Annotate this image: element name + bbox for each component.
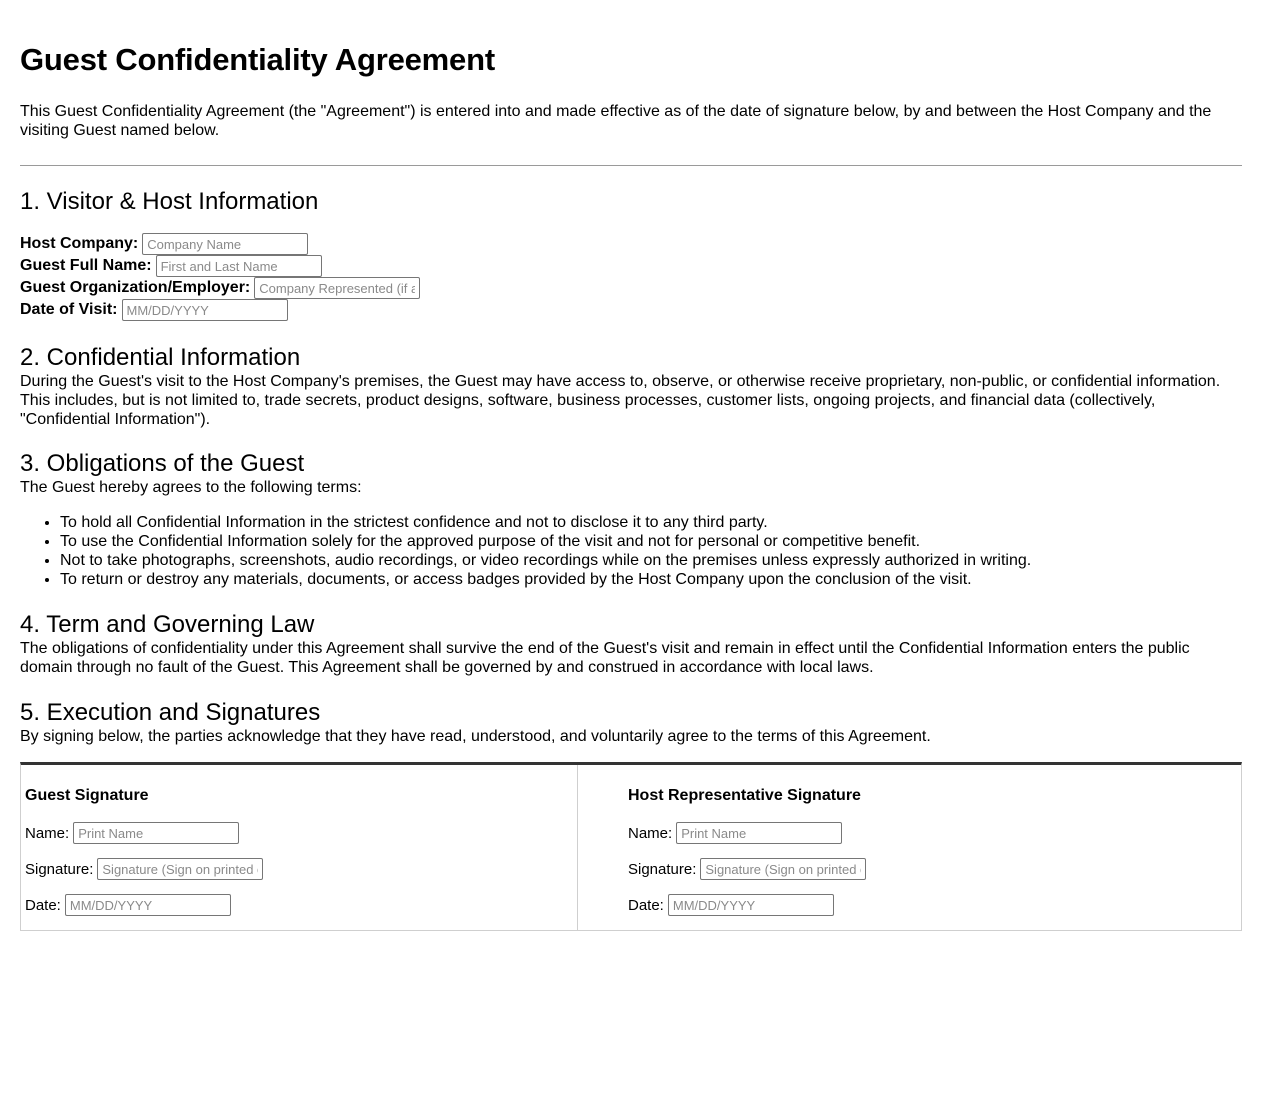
guest-signature-input[interactable] (97, 858, 263, 880)
page-title: Guest Confidentiality Agreement (20, 42, 495, 77)
host-date-label: Date: (628, 896, 664, 914)
host-company-label: Host Company: (20, 235, 139, 252)
guest-signature-block (21, 765, 578, 930)
host-company-row (20, 233, 1242, 255)
guest-name-row (25, 822, 573, 844)
guest-full-name-row (20, 255, 1242, 277)
host-signature-block (578, 765, 1241, 930)
list-item: • Not to take photographs, screenshots, audio recordings, or video recordings while on the premises unless expressly authorized in writing. (60, 551, 1242, 570)
host-date-row (628, 894, 1237, 916)
section-1-title: 1. Visitor & Host Information (20, 188, 319, 215)
guest-name-input[interactable] (73, 822, 239, 844)
guest-organization-row (20, 277, 1242, 299)
guest-name-label: Name: (25, 824, 70, 842)
visitor-host-fields (20, 233, 1242, 321)
section-5-text: By signing below, the parties acknowledge that they have read, understood, and voluntarily agree to the terms of this Agreement. (20, 728, 931, 745)
list-item: • To use the Confidential Information solely for the approved purpose of the visit and not for personal or competitive benefit. (60, 532, 1242, 551)
host-name-input[interactable] (676, 822, 842, 844)
section-3-text: The Guest hereby agrees to the following terms: (20, 479, 362, 496)
host-name-label: Name: (628, 824, 673, 842)
guest-organization-input[interactable] (254, 277, 420, 299)
section-5-title: 5. Execution and Signatures (20, 699, 321, 726)
host-signature-label: Signature: (628, 860, 697, 878)
host-name-row (628, 822, 1237, 844)
guest-date-label: Date: (25, 896, 61, 914)
date-of-visit-input[interactable] (122, 299, 288, 321)
guest-organization-label: Guest Organization/Employer: (20, 279, 251, 296)
section-4-text: The obligations of confidentiality under this Agreement shall survive the end of the Guest's visit and remain in effect until the Confidential Information enters the public domain through no fault of the Guest. This Agreement shall be governed by and construed in accordance with local laws. (20, 640, 1190, 676)
section-2-text: During the Guest's visit to the Host Company's premises, the Guest may have access to, observe, or otherwise receive proprietary, non-public, or confidential information. This includes, but is not limited to, trade secrets, product designs, software, business processes, customer lists, ongoing projects, and financial data (collectively, "Confidential Information"). (20, 373, 1221, 428)
obligations-list (20, 513, 1242, 589)
section-4-title: 4. Term and Governing Law (20, 611, 315, 638)
guest-full-name-label: Guest Full Name: (20, 257, 152, 274)
host-signature-input[interactable] (700, 858, 866, 880)
guest-signature-heading: Guest Signature (25, 787, 149, 804)
date-of-visit-row (20, 299, 1242, 321)
guest-date-row (25, 894, 573, 916)
date-of-visit-label: Date of Visit: (20, 301, 118, 318)
host-date-input[interactable] (668, 894, 834, 916)
guest-full-name-input[interactable] (156, 255, 322, 277)
intro-paragraph: This Guest Confidentiality Agreement (the "Agreement") is entered into and made effective as of the date of signature below, by and between the Host Company and the visiting Guest named below. (20, 103, 1212, 139)
list-item: • To return or destroy any materials, documents, or access badges provided by the Host Company upon the conclusion of the visit. (60, 570, 1242, 589)
guest-date-input[interactable] (65, 894, 231, 916)
section-2-title: 2. Confidential Information (20, 344, 301, 371)
host-company-input[interactable] (142, 233, 308, 255)
signature-table (20, 762, 1242, 931)
host-signature-heading: Host Representative Signature (628, 787, 861, 804)
guest-signature-label: Signature: (25, 860, 94, 878)
list-item: • To hold all Confidential Information in the strictest confidence and not to disclose it to any third party. (60, 513, 1242, 532)
section-3-title: 3. Obligations of the Guest (20, 450, 305, 477)
host-sign-row (628, 858, 1237, 880)
guest-sign-row (25, 858, 573, 880)
divider (20, 165, 1242, 166)
